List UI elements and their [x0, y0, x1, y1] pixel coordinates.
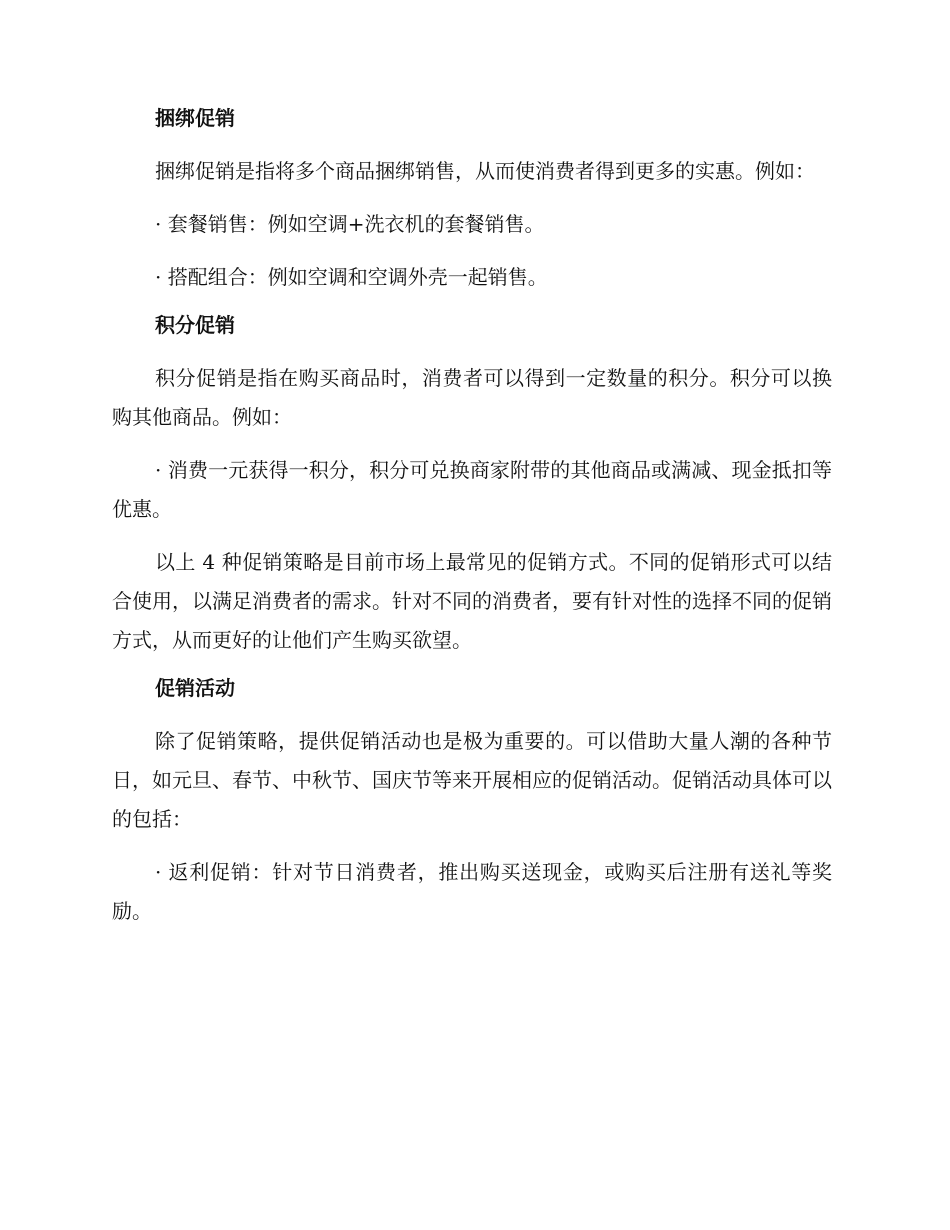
- paragraph-bundle-intro: 捆绑促销是指将多个商品捆绑销售，从而使消费者得到更多的实惠。例如：: [155, 159, 815, 183]
- paragraph-activities-intro: 除了促销策略，提供促销活动也是极为重要的。可以借助大量人潮的各种节日，如元旦、春节、中秋节、国庆节等来开展相应的促销活动。促销活动具体可以的包括：: [112, 729, 832, 831]
- section-heading-points: 积分促销: [155, 313, 235, 337]
- bullet-points-rule: · 消费一元获得一积分，积分可兑换商家附带的其他商品或满减、现金抵扣等优惠。: [112, 458, 832, 521]
- bullet-rebate-promotion: · 返利促销：针对节日消费者，推出购买送现金，或购买后注册有送礼等奖励。: [112, 860, 832, 923]
- section-heading-bundle: 捆绑促销: [155, 106, 235, 130]
- section-heading-activities: 促销活动: [155, 676, 235, 700]
- paragraph-points-intro: 积分促销是指在购买商品时，消费者可以得到一定数量的积分。积分可以换购其他商品。例如：: [112, 366, 832, 429]
- bullet-combo-sale: · 搭配组合：例如空调和空调外壳一起销售。: [155, 265, 548, 289]
- paragraph-summary: 以上 4 种促销策略是目前市场上最常见的促销方式。不同的促销形式可以结合使用，以满足消费者的需求。针对不同的消费者，要有针对性的选择不同的促销方式，从而更好的让他们产生购买欲望。: [112, 550, 832, 652]
- bullet-package-sale: · 套餐销售：例如空调+洗衣机的套餐销售。: [155, 212, 545, 236]
- document-page: [112, 104, 832, 945]
